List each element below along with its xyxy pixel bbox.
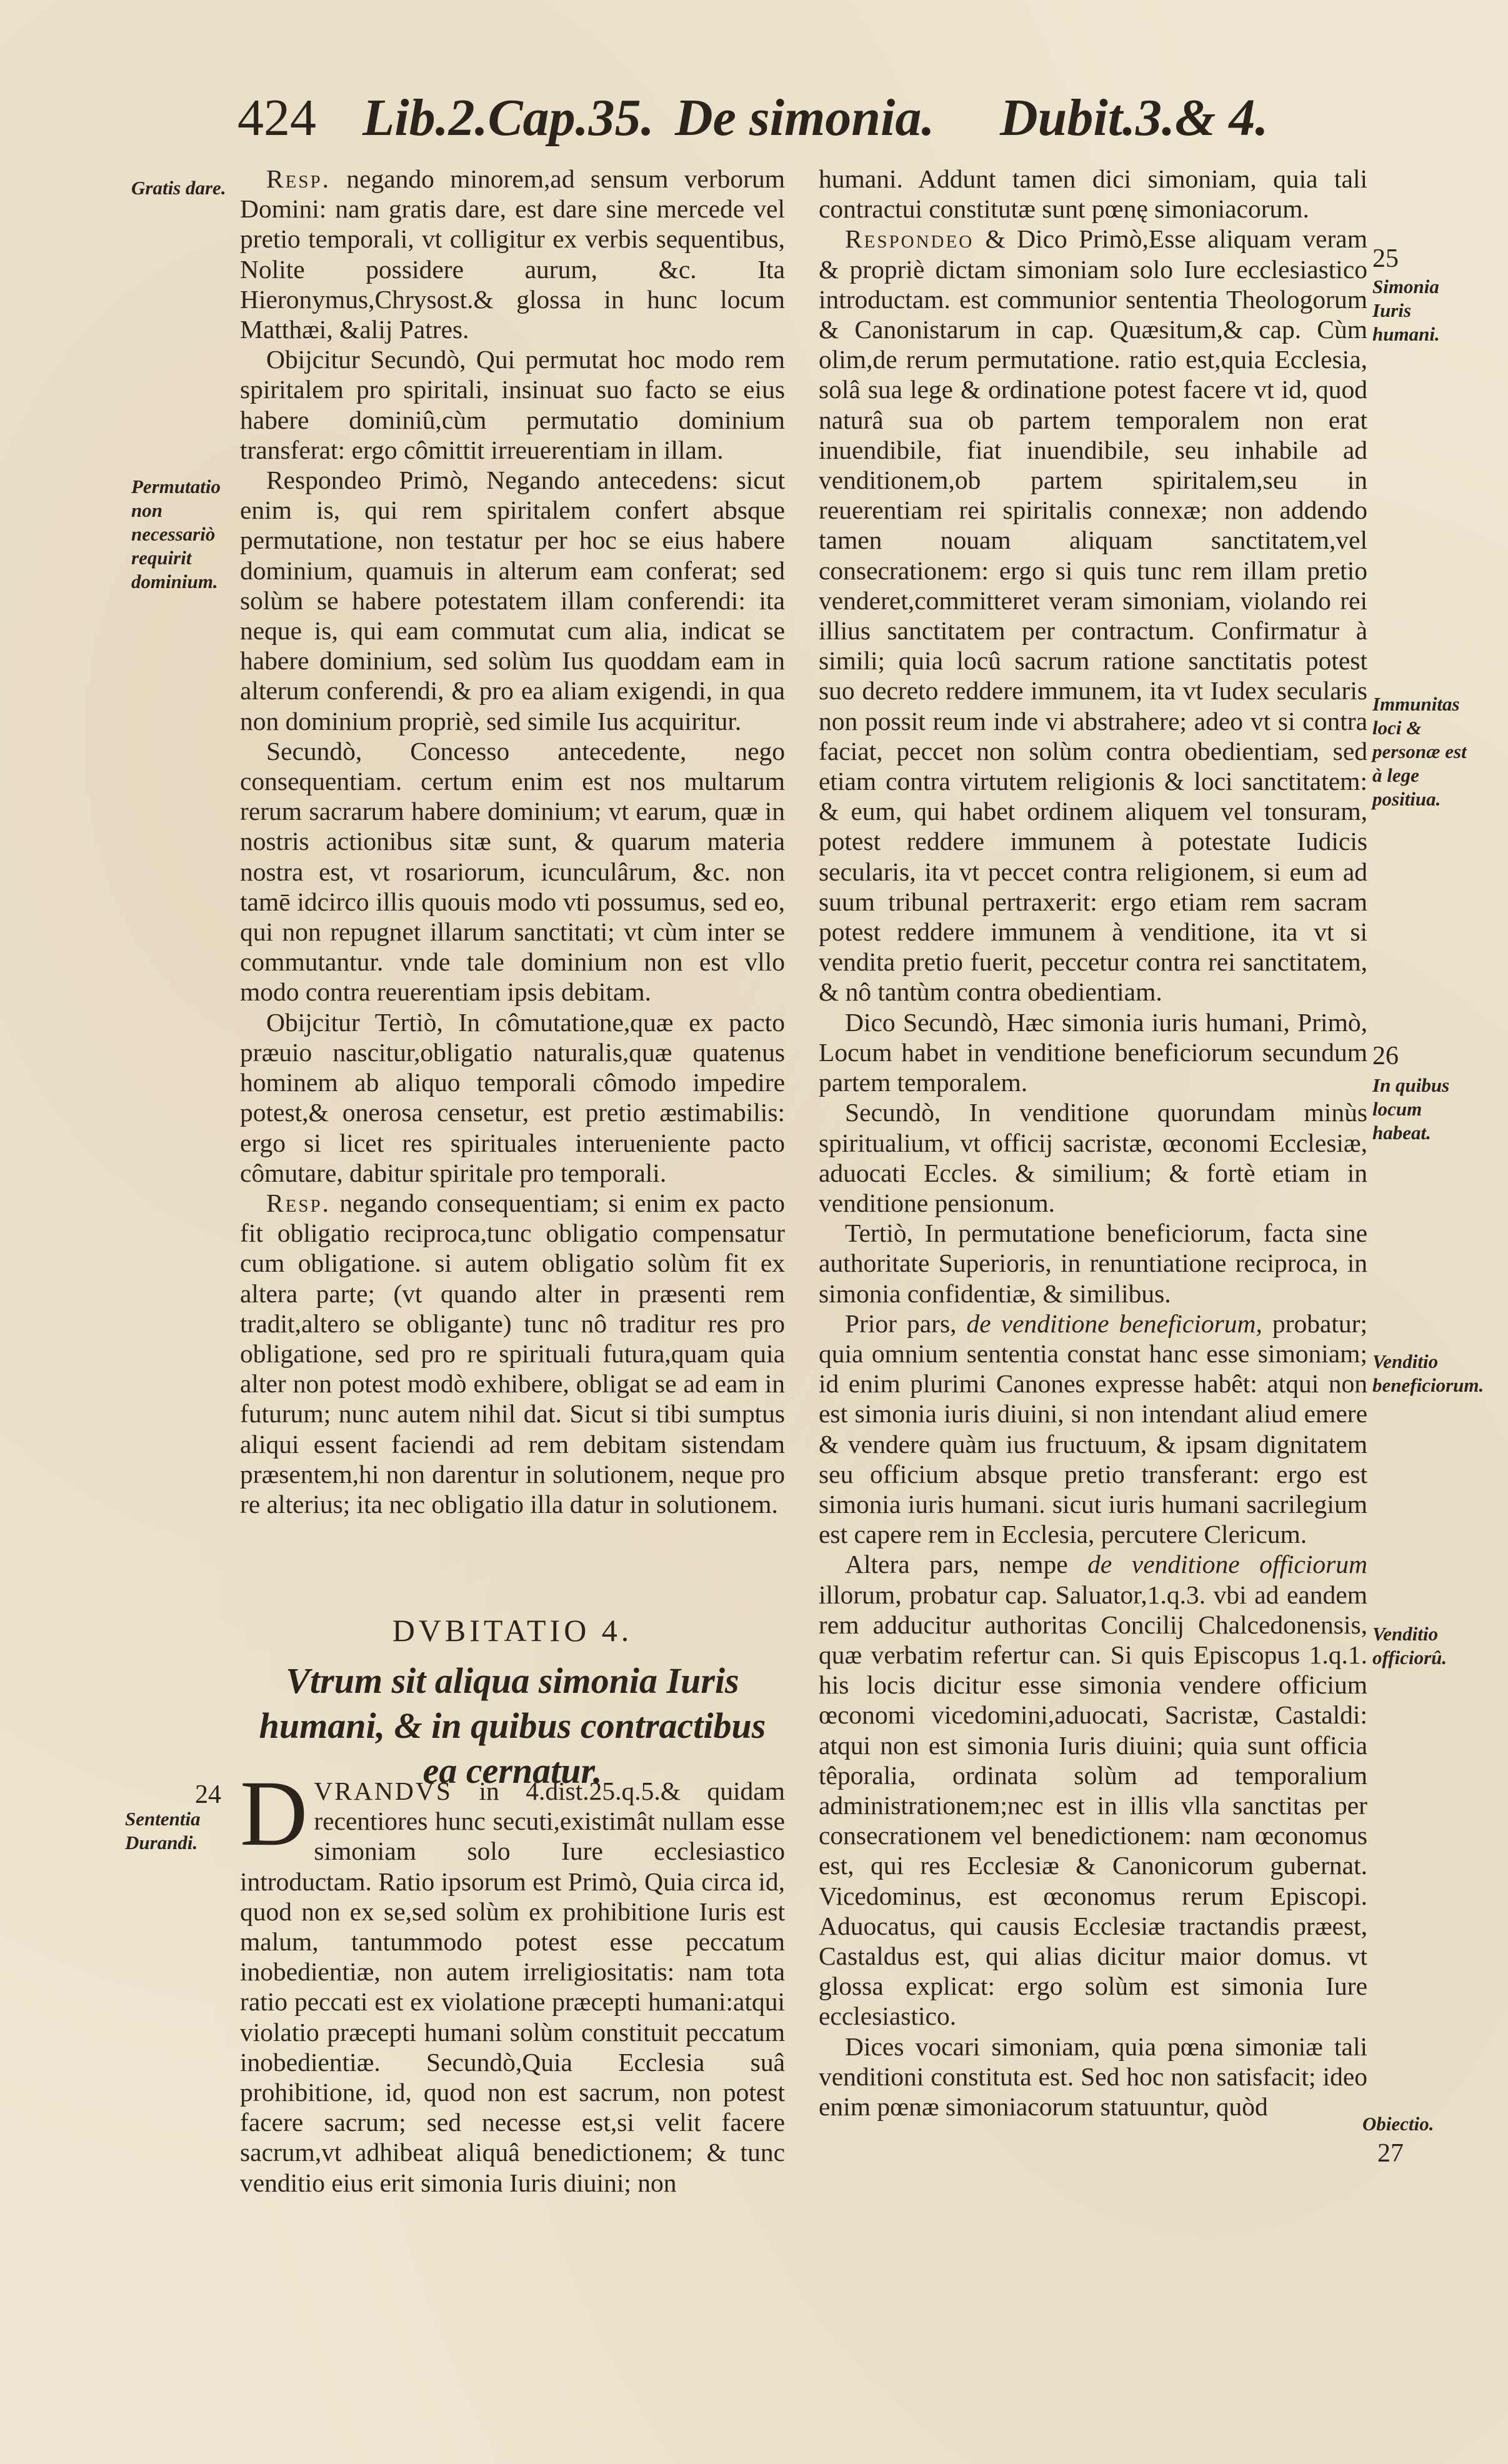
left-column	[240, 164, 785, 1519]
margin-note-simonia-iuris: Simonia Iuris humani.	[1372, 276, 1440, 345]
paragraph-text: negando minorem,ad sensum verborum Domini: nam gratis dare, est dare sine mercede vel pretio temporali, vt colligitur ex verbis sequentibus, Nolite possidere aurum, &c. Ita Hieronymus,Chrysost.& glossa in hunc locum Matthæi, &alij Patres.	[240, 164, 785, 344]
chapter-title: De simonia.	[675, 89, 935, 147]
paragraph-text: probatur; quia omnium sententia constat hanc esse simoniam; id enim plurimi Canones expresse habêt: atqui non est simonia iuris diuini, si non intendant aliud emere & vendere quàm ius fructuum, & ipsam dignitatem seu officium absque pretio transferant: ergo est simonia iuris humani. sicut iuris humani sacrilegium est capere rem in Ecclesia, percutere Clericum.	[819, 1309, 1367, 1549]
paragraph	[819, 1549, 1367, 2031]
left-column-lower	[240, 1762, 786, 2198]
paragraph: Obijcitur Secundò, Qui permutat hoc modo rem spiritalem pro spiritali, insinuat suo facto se eius habere dominiû,cùm permutatio dominium transferat: ergo cômittit irreuerentiam in illam.	[240, 345, 785, 464]
paragraph: Secundò, In venditione quorundam minùs spiritualium, vt officij sacristæ, œconomi Ecclesiæ, aduocati Eccles. & similium; & fortè etiam in venditione pensionum.	[819, 1098, 1367, 1217]
paragraph	[240, 1762, 786, 2198]
section-number-25: 25	[1372, 244, 1399, 273]
paragraph: Dico Secundò, Hæc simonia iuris humani, Primò, Locum habet in venditione beneficiorum secundum partem temporalem.	[819, 1007, 1367, 1097]
paragraph	[240, 164, 785, 344]
dubitatio-question: Vtrum sit aliqua simonia Iuris humani, & in quibus contractibus ea cernatur.	[259, 1660, 766, 1791]
right-column	[819, 164, 1367, 2122]
resp-lead: Resp.	[266, 1188, 331, 1217]
margin-note-in-quibus: In quibus locum habeat.	[1372, 1074, 1450, 1144]
margin-note-venditio-beneficiorum: Venditio beneficiorum.	[1372, 1350, 1484, 1396]
paragraph-text: Altera pars, nempe	[845, 1550, 1068, 1579]
paragraph-text: Prior pars,	[845, 1309, 957, 1338]
page-number: 424	[237, 89, 316, 147]
paragraph-text: & Dico Primò,Esse aliquam veram & propriè dictam simoniam solo Iure ecclesiastico introductam. est communior sententia Theologorum & Canonistarum in cap. Quæsitum,& cap. Cùm olim,de rerum permutatione. ratio est,quia Ecclesia, solâ sua lege & ordinatione potest facere vt id, quod naturâ sua ob partem temporalem non erat inuendibile, fiat inuendibile, seu inhabile ad venditionem,ob partem spiritalem,seu in reuerentiam rei spiritalis connexæ; non addendo tamen nouam aliquam sanctitatem,vel consecrationem: ergo si quis tunc rem illam pretio venderet,committeret veram simoniam, violando rei illius sanctitatem per contractum. Confirmatur à simili; quia locû sacrum ratione sanctitatis potest suo decreto reddere immunem, ita vt Iudex secularis non possit reum inde vi abstrahere; adeo vt si contra faciat, peccet non solùm contra obedientiam, sed etiam contra virtutem religionis & loci sanctitatem: & eum, qui habet ordinem aliquem vel tonsuram, potest reddere immunem à potestate Iudicis secularis, ita vt peccet contra religionem, si eum ad suum tribunal pertraxerit: ergo etiam rem sacram potest reddere immunem à venditione, ita vt si vendita pretio fuerit, peccetur contra rei sanctitatem, & nô tantùm contra obedientiam.	[819, 224, 1367, 1007]
section-number-26: 26	[1372, 1042, 1399, 1070]
dubitatio-heading: DVBITATIO 4.	[392, 1613, 633, 1648]
resp-lead: Resp.	[266, 164, 331, 193]
margin-note-gratis-dare: Gratis dare.	[131, 177, 226, 199]
margin-note-obiectio: Obiectio.	[1362, 2113, 1434, 2135]
dubit-reference: Dubit.3.& 4.	[1000, 89, 1269, 147]
paragraph-text: in 4.dist.25.q.5.& quidam recentiores hunc secuti,existimât nullam esse simoniam solo Iure ecclesiastico introductam. Ratio ipsorum est Primò, Quia circa id, quod non ex se,sed solùm ex prohibitione Iuris est malum, tantummodo potest esse peccatum inobedientiæ, non autem irreligiositatis: nam tota ratio peccati est ex violatione præcepti humani:atqui violatio præcepti humani solùm constituit peccatum inobedientiæ. Secundò,Quia Ecclesia suâ prohibitione, id, quod non est sacrum, non potest facere sacrum; sed necesse est,si velit facere sacrum,vt adhibeat aliquâ benedictionem; & tunc venditio eius erit simonia Iuris diuini; non	[240, 1777, 786, 2197]
respondeo-lead: Respondeo	[845, 224, 974, 254]
running-header	[237, 87, 1269, 156]
paragraph: Dices vocari simoniam, quia pœna simoniæ tali venditioni constituta est. Sed hoc non satisfacit; ideo enim pœnæ simoniacorum statuuntur, quòd	[819, 2032, 1367, 2121]
drop-cap: D	[240, 1762, 308, 1865]
margin-note-immunitas: Immunitas loci & personæ est à lege positiua.	[1372, 693, 1467, 810]
paragraph: humani. Addunt tamen dici simoniam, quia tali contractui constitutæ sunt pœnę simoniacorum.	[819, 164, 1367, 224]
margin-note-venditio-officiorum: Venditio officiorû.	[1372, 1623, 1447, 1668]
paragraph	[819, 224, 1367, 1007]
section-number-24: 24	[195, 1780, 221, 1809]
paragraph: Tertiò, In permutatione beneficiorum, facta sine authoritate Superioris, in renuntiatione reciproca, in simonia confidentiæ, & similibus.	[819, 1219, 1367, 1308]
margin-note-permutatio: Permutatio non necessariò requirit dominium.	[131, 476, 221, 592]
italic-phrase: de venditione officiorum	[1087, 1550, 1367, 1579]
paragraph: Secundò, Concesso antecedente, nego consequentiam. certum enim est nos multarum rerum sacrarum habere dominium; vt earum, quæ in nostris actionibus sitæ sunt, & quarum materia nostra est, vt rosariorum, icunculârum, &c. non tamē idcirco illis quouis modo vti possumus, sed eo, qui non repugnet illarum sanctitati; vt cùm inter se commutantur. vnde tale dominium non est vllo modo contra reuerentiam ipsis debitam.	[240, 736, 785, 1007]
section-number-27: 27	[1377, 2139, 1404, 2168]
paragraph	[819, 1309, 1367, 1550]
paragraph	[240, 1188, 785, 1519]
paragraph-text: negando consequentiam; si enim ex pacto fit obligatio reciproca,tunc obligatio compensatur cum obligatione. si autem obligatio solùm fit ex altera parte; (vt quando alter in præsenti rem tradit,altero se obligante) tunc nô traditur res pro obligatione, sed pro re spirituali futura,quam quia alter non potest modò exhibere, obligat se ad eam in futurum; nunc autem nihil dat. Sicut si tibi sumptus aliqui essent faciendi ad rem debitam sistendam præsentem,hi non darentur in solutionem, neque pro re alterius; ita nec obligatio illa datur in solutionem.	[240, 1188, 785, 1519]
paragraph: Obijcitur Tertiò, In cômutatione,quæ ex pacto præuio nascitur,obligatio naturalis,quæ quatenus hominem ab aliquo temporali cômodo impedire potest,& onerosa censetur, est pretio æstimabilis: ergo si licet res spirituales interueniente pacto cômutare, dabitur spiritale pro temporali.	[240, 1007, 785, 1187]
book-chapter: Lib.2.Cap.35.	[362, 89, 654, 147]
italic-phrase: de venditione beneficiorum,	[966, 1309, 1262, 1338]
paragraph: Respondeo Primò, Negando antecedens: sicut enim is, qui rem spiritalem confert absque permutatione, non testatur per hoc se eius habere dominium, quamuis in alterum eam conferat; sed solùm se habere potestatem illam conferendi: ita neque is, qui eam commutat cum alia, indicat se habere dominium, sed solùm Ius quoddam eam in alterum conferendi, & pro ea aliam exigendi, in qua non dominium propriè, sed simile Ius acquiritur.	[240, 466, 785, 736]
paragraph-text: illorum, probatur cap. Saluator,1.q.3. vbi ad eandem rem adducitur authoritas Concilij Chalcedonensis, quæ verbatim refertur can. Si quis Episcopus 1.q.1. his locis dicitur esse simonia vendere officium œconomi vicedomini,aduocati, Sacristæ, Castaldi: atqui non est simonia Iuris diuini; quia sunt officia têporalia, ordinata solùm ad temporalium administrationem;nec est in illis vlla sanctitas per consecrationem vel benedictionem: nam œconomus est, qui res Ecclesiæ & Canonicorum gubernat. Vicedominus, est œconomus rerum Episcopi. Aduocatus, qui causis Ecclesiæ tractandis præest, Castaldus est, qui alias dicitur maior domus. vt glossa explicat: ergo solùm est simonia Iure ecclesiastico.	[819, 1580, 1367, 2031]
durandus-lead: VRANDVS	[314, 1777, 452, 1805]
margin-note-sententia-durandi: Sententia Durandi.	[125, 1808, 201, 1853]
